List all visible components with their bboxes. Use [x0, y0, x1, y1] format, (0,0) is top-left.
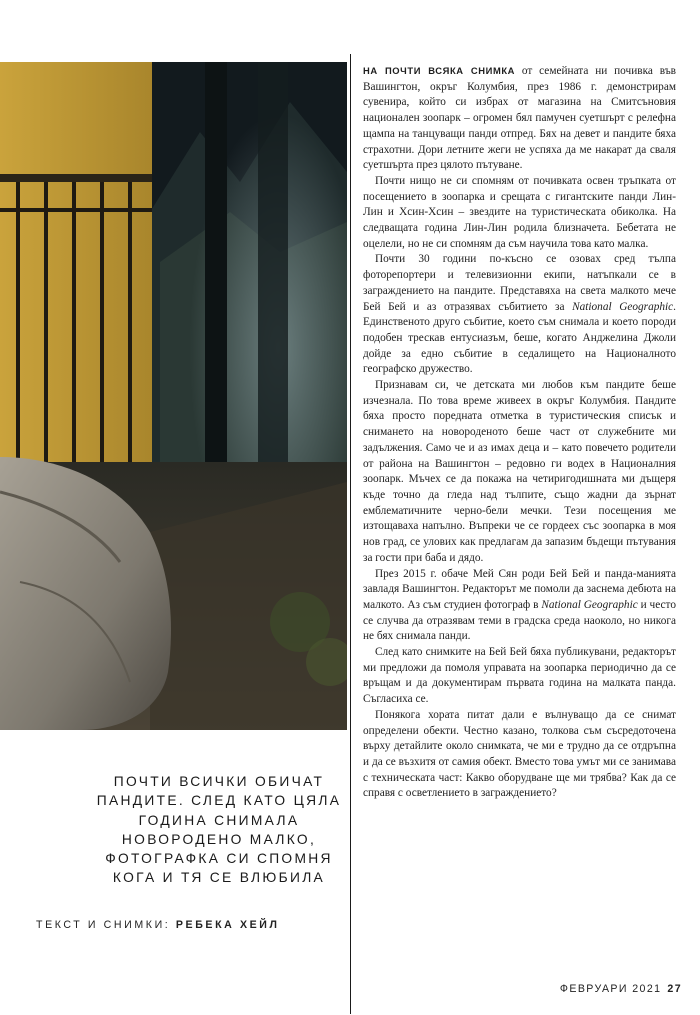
paragraph-text: от семейната ни почивка във Вашингтон, окръг Колумбия, през 1986 г. демонстрирам сувенира, който си избрах от магазина на Смитсъновия национален зоопарк – огромен бял памучен суетшърт с релефна щампа на танцуващи панди отпред. Бях на девет и пандите бяха страхотни. Дори летните жеги не успяха да ме накарат да сваля суетшърта през цялото пътуване.	[363, 65, 676, 172]
article-paragraph-6: След като снимките на Бей Бей бяха публикувани, редакторът ми предложи да помоля управата на зоопарка периодично да се връщам и да документирам първата година на малката панда. Съгласиха се.	[363, 646, 676, 706]
article-paragraph-1	[363, 63, 676, 174]
paragraph-text: и често се случва да отразявам теми в градска среда наоколо, но никога не бях снимала панди.	[363, 598, 676, 643]
magazine-title: National Geographic	[572, 300, 674, 313]
article-paragraph-2: Почти нищо не си спомням от почивката освен тръпката от посещението в зоопарка и срещата с гигантските панди Лин-Лин и Хсин-Хсин – звездите на туристическата обиколка. На следващата година Лин-Лин родила близначета. Бебетата не оцелели, но не си спомням да съм научила това като малка.	[363, 174, 676, 250]
lead-in-text: НА ПОЧТИ ВСЯКА СНИМКА	[363, 65, 516, 76]
byline-credit	[36, 919, 346, 931]
column-divider	[350, 54, 351, 1014]
pull-quote: ПОЧТИ ВСИЧКИ ОБИЧАТ ПАНДИТЕ. СЛЕД КАТО ЦЯЛА ГОДИНА СНИМАЛА НОВОРОДЕНО МАЛКО, ФОТОГРАФКА СИ СПОМНЯ КОГА И ТЯ СЕ ВЛЮБИЛА	[96, 774, 342, 886]
paragraph-text: Почти 30 години по-късно се озовах сред тълпа фоторепортери и телевизионни екипи, натъпкали се в заграждението на пандите. Представяха на света малкото мече Бей Бей и аз отразявах събитието за	[363, 253, 676, 313]
article-paragraph-5	[363, 567, 676, 646]
issue-date: ФЕВРУАРИ 2021	[559, 983, 662, 995]
magazine-title: National Geographic	[541, 598, 638, 611]
article-paragraph-3	[363, 252, 676, 378]
article-paragraph-4: Признавам си, че детската ми любов към пандите беше изчезнала. По това време живеех в окръг Колумбия. Пандите бяха просто поредната отметка в туристическия списък и снимането на новороденото беше част от служебните ми задължения. Само че и аз имах деца и – като повечето родители от района на Вашингтон – редовно ги водех в Националния зоопарк. Мъчех се да покажа на четиригодишната ми дъщеря къде точно да гледа над тълпите, също жадни да зърнат емблематичните черно-бели мечки. Тези посещения ме изтощаваха напълно. Въпреки че се гордеех със зоопарка в моя нов град, се улових как предлагам да запазим бъдещи пътувания за гости при баба и дядо.	[363, 379, 676, 564]
panda-enclosure-photo	[0, 62, 347, 730]
article-body	[363, 63, 676, 802]
article-paragraph-7: Понякога хората питат дали е вълнуващо да се снимат определени обекти. Честно казано, толкова съм съсредоточена върху детайлите около снимката, че ми е трудно да се отдръпна и да се възхитя от самия обект. Вместо това умът ми се занимава с техническата част: Какво оборудване ще ми трябва? Как да се справя с осветлението в заграждението?	[363, 708, 676, 800]
enclosure-night-scene	[0, 62, 347, 730]
page-number: 27	[667, 983, 682, 995]
credit-label: ТЕКСТ И СНИМКИ:	[36, 919, 171, 931]
credit-author-name: РЕБЕКА ХЕЙЛ	[175, 919, 280, 931]
page-folio	[560, 983, 682, 995]
paragraph-text: През 2015 г. обаче Мей Сян роди Бей Бей и панда-манията завладя Вашингтон. Редакторът ме помоли да заснема дебюта на малкото. Аз съм студиен фотограф в	[363, 567, 676, 611]
paragraph-text: . Единственото друго събитие, което съм снимала и което породи подобен трескав ентусиазъм, беше, когато Анджелина Джоли дойде за едно събитие в седалището на Националното географско дружество.	[363, 300, 676, 376]
